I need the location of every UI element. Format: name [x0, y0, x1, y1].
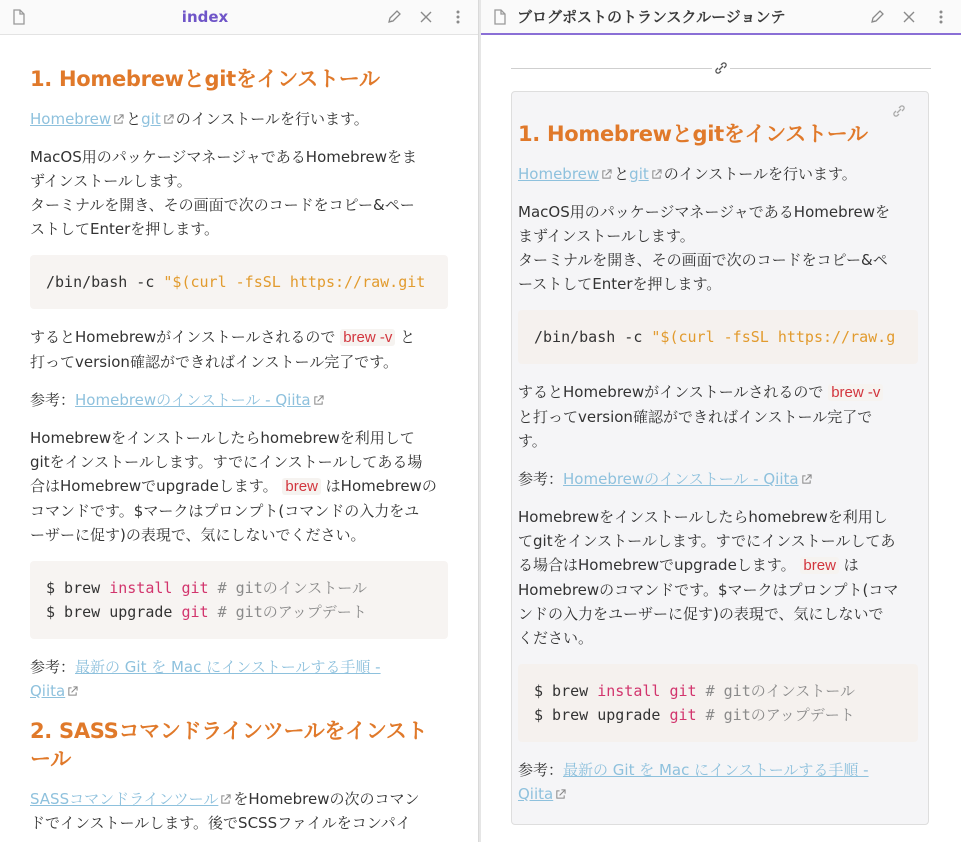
text: MacOS用のパッケージマネージャであるHomebrewを	[518, 203, 890, 221]
text: ストしてEnterを押します。	[30, 220, 220, 238]
embed-brew-version-paragraph	[518, 380, 918, 453]
code-comment: # gitのアップデート	[696, 706, 855, 724]
inline-code-brew: brew	[282, 478, 321, 495]
git-link[interactable]: git	[141, 110, 161, 128]
text: Homebrewをインストールしたらhomebrewを利用し	[518, 508, 888, 526]
left-note-content	[0, 35, 478, 835]
left-pane	[0, 0, 479, 842]
code-string: "$(curl -fsSL https://raw.git	[163, 273, 426, 291]
external-link-icon	[801, 474, 812, 485]
embed-intro-paragraph	[518, 162, 918, 186]
embed-heading-homebrew-git: 1. Homebrewとgitをインストール	[518, 122, 868, 146]
text: と	[395, 328, 416, 346]
text: Homebrewをインストールしたらhomebrewを利用して	[30, 429, 415, 447]
text: と	[126, 110, 142, 128]
homebrew-qiita-link[interactable]: Homebrewのインストール - Qiita	[75, 391, 311, 409]
link-text: Qiita	[30, 682, 66, 700]
text: コマンドです。$マークはプロンプト(コマンドの入力をユ	[30, 502, 420, 520]
sass-cli-link[interactable]: SASSコマンドラインツール	[30, 790, 219, 808]
code-keyword: install	[597, 682, 661, 700]
homebrew-qiita-link[interactable]: Homebrewのインストール - Qiita	[563, 470, 799, 488]
text: のインストールを行います。	[175, 110, 369, 128]
link-text: Qiita	[518, 785, 554, 803]
external-link-icon	[220, 794, 231, 805]
embed-code-block-install-homebrew[interactable]	[518, 310, 918, 364]
inline-code-brew: brew	[800, 557, 839, 574]
more-vertical-icon[interactable]	[448, 7, 468, 27]
text: す。	[518, 432, 547, 450]
transcluded-embed	[511, 91, 929, 825]
external-link-icon	[313, 395, 324, 406]
text: するとHomebrewがインストールされるので	[518, 383, 829, 401]
git-link[interactable]: git	[629, 165, 649, 183]
git-mac-qiita-link[interactable]	[30, 658, 381, 700]
text: ーストしてEnterを押します。	[518, 275, 722, 293]
text: 参考：	[518, 761, 564, 779]
code-keyword: git	[181, 579, 209, 597]
code-text: $ brew	[46, 579, 110, 597]
close-icon[interactable]	[416, 7, 436, 27]
code-text: /bin/bash -c	[534, 328, 652, 346]
transclusion-divider	[511, 53, 931, 83]
right-note-content	[481, 35, 961, 825]
file-icon	[12, 9, 26, 25]
text: ずインストールします。	[30, 172, 192, 190]
text: MacOS用のパッケージマネージャであるHomebrewをま	[30, 148, 417, 166]
git-install-paragraph	[30, 426, 448, 547]
close-icon[interactable]	[899, 7, 919, 27]
right-pane-title[interactable]: ブログポストのトランスクルージョンテ	[517, 8, 786, 26]
pencil-icon[interactable]	[384, 7, 404, 27]
homebrew-link[interactable]: Homebrew	[30, 110, 112, 128]
sass-paragraph	[30, 787, 448, 835]
section-heading-homebrew-git: 1. Homebrewとgitをインストール	[30, 67, 380, 91]
heading-text: 2. SASSコマンドラインツールをインスト	[30, 719, 428, 743]
file-icon	[493, 9, 507, 25]
heading-text: ール	[30, 747, 71, 771]
link-text: 最新の Git を Mac にインストールする手順 -	[75, 658, 381, 676]
embed-reference-git-paragraph	[518, 758, 918, 806]
embed-git-install-paragraph	[518, 505, 918, 650]
text: をHomebrewの次のコマン	[233, 790, 420, 808]
text: と	[614, 165, 630, 183]
embed-reference-homebrew-paragraph	[518, 467, 918, 491]
link-icon[interactable]	[892, 104, 906, 118]
text: 参考：	[518, 470, 564, 488]
text: ターミナルを開き、その画面で次のコードをコピー&ペー	[30, 196, 415, 214]
code-text: $ brew upgrade	[534, 706, 670, 724]
code-block-brew-git[interactable]	[30, 561, 448, 639]
text: 合はHomebrewでupgradeします。	[30, 477, 283, 495]
inline-code-brew-v: brew -v	[340, 329, 395, 346]
code-text: /bin/bash -c	[46, 273, 164, 291]
embed-code-block-brew-git[interactable]	[518, 664, 918, 742]
text: のインストールを行います。	[663, 165, 857, 183]
homebrew-link[interactable]: Homebrew	[518, 165, 600, 183]
reference-homebrew-paragraph	[30, 388, 448, 412]
text: はHomebrewの	[320, 477, 437, 495]
code-block-install-homebrew[interactable]	[30, 255, 448, 309]
code-keyword: git	[669, 706, 697, 724]
text: と打ってversion確認ができればインストール完了で	[518, 408, 873, 426]
text: 参考：	[30, 658, 76, 676]
section-heading-sass	[30, 717, 448, 773]
code-comment: # gitのインストール	[208, 579, 367, 597]
text: ターミナルを開き、その画面で次のコードをコピー&ペ	[518, 251, 888, 269]
external-link-icon	[601, 169, 612, 180]
intro-paragraph	[30, 107, 448, 131]
left-pane-title[interactable]: index	[181, 8, 229, 26]
text: まずインストールします。	[518, 227, 695, 245]
text: る場合はHomebrewでupgradeします。	[518, 556, 801, 574]
macos-paragraph	[30, 145, 448, 241]
right-pane	[481, 0, 961, 842]
embed-macos-paragraph	[518, 200, 918, 296]
right-pane-header	[481, 0, 961, 35]
inline-code-brew-v: brew -v	[828, 384, 883, 401]
external-link-icon	[555, 789, 566, 800]
brew-version-paragraph	[30, 325, 448, 374]
text: gitをインストールします。すでにインストールしてある場	[30, 453, 423, 471]
code-keyword: install	[109, 579, 173, 597]
text: は	[838, 556, 859, 574]
text: ください。	[518, 629, 594, 647]
external-link-icon	[67, 686, 78, 697]
text: ドでインストールします。後でSCSSファイルをコンパイ	[30, 814, 411, 832]
code-text: $ brew upgrade	[46, 603, 182, 621]
code-comment: # gitのアップデート	[208, 603, 367, 621]
link-text: 最新の Git を Mac にインストールする手順 -	[563, 761, 869, 779]
pencil-icon[interactable]	[867, 7, 887, 27]
text: ーザーに促す)の表現で、気にしないでください。	[30, 526, 366, 544]
text: するとHomebrewがインストールされるので	[30, 328, 341, 346]
external-link-icon	[651, 169, 662, 180]
text: てgitをインストールします。すでにインストールしてあ	[518, 532, 896, 550]
code-text: $ brew	[534, 682, 598, 700]
chain-link-icon	[712, 60, 730, 76]
text: ンドの入力をユーザーに促す)の表現で、気にしないで	[518, 605, 884, 623]
external-link-icon	[163, 114, 174, 125]
text: 打ってversion確認ができればインストール完了です。	[30, 353, 398, 371]
reference-git-paragraph	[30, 655, 448, 703]
code-string: "$(curl -fsSL https://raw.g	[651, 328, 896, 346]
external-link-icon	[113, 114, 124, 125]
code-comment: # gitのインストール	[696, 682, 855, 700]
git-mac-qiita-link[interactable]	[518, 761, 869, 803]
text: Homebrewのコマンドです。$マークはプロンプト(コマ	[518, 581, 899, 599]
text: 参考：	[30, 391, 76, 409]
code-keyword: git	[669, 682, 697, 700]
code-keyword: git	[181, 603, 209, 621]
left-pane-header	[0, 0, 478, 35]
more-vertical-icon[interactable]	[931, 7, 951, 27]
